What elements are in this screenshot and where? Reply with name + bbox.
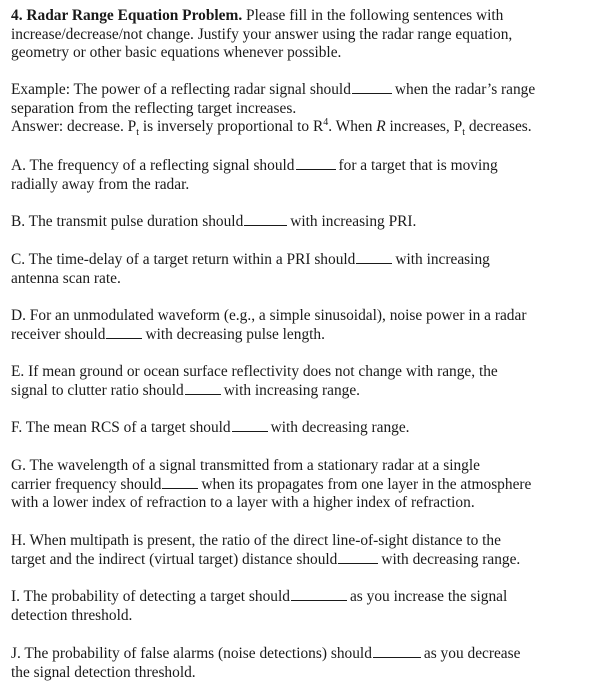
example-answer: Answer: decrease. $P_t$ is inversely proportional to $R^4$. When R increases, $P_t$ decreases. — [11, 116, 532, 139]
question-h-text: H. When multipath is present, the ratio of the direct line-of-sight distance to the — [11, 532, 501, 549]
question-j-text: J. The probability of false alarms (noise detections) should — [11, 645, 372, 662]
question-a: A. The frequency of a reflecting signal should for a target that is moving radially away from the radar. — [11, 157, 498, 193]
question-c-blank[interactable] — [356, 251, 392, 264]
question-a-text: A. The frequency of a reflecting signal should — [11, 157, 295, 174]
question-e-blank[interactable] — [185, 382, 221, 395]
question-d-blank[interactable] — [106, 326, 142, 339]
question-f-blank[interactable] — [232, 419, 268, 432]
example-text-a: Example: The power of a reflecting radar signal should — [11, 81, 351, 98]
question-i-text: I. The probability of detecting a target should — [11, 588, 290, 605]
question-b: B. The transmit pulse duration should with increasing PRI. — [11, 213, 417, 230]
question-b-blank[interactable] — [244, 213, 287, 226]
example-line-2: separation from the reflecting target increases. — [11, 99, 297, 117]
question-c-text: C. The time-delay of a target return within a PRI should — [11, 251, 356, 268]
question-g: G. The wavelength of a signal transmitted from a stationary radar at a single carrier frequency should when its propagates from one layer in the atmosphere with a lower index of refraction to a layer with a higher index of refraction. — [11, 457, 532, 511]
question-d-text: D. For an unmodulated waveform (e.g., a simple sinusoidal), noise power in a radar — [11, 307, 527, 324]
question-d: D. For an unmodulated waveform (e.g., a simple sinusoidal), noise power in a radar receiver should with decreasing pulse length. — [11, 307, 527, 343]
question-a-blank[interactable] — [296, 157, 336, 170]
question-i-blank[interactable] — [291, 588, 347, 601]
question-b-text: B. The transmit pulse duration should — [11, 213, 244, 230]
instructions-line-2: increase/decrease/not change. Justify your answer using the radar range equation, — [11, 25, 513, 43]
question-c: C. The time-delay of a target return within a PRI should with increasing antenna scan rate. — [11, 251, 490, 287]
question-f: F. The mean RCS of a target should with decreasing range. — [11, 419, 410, 436]
question-f-text: F. The mean RCS of a target should — [11, 419, 231, 436]
question-h: H. When multipath is present, the ratio of the direct line-of-sight distance to the target and the indirect (virtual target) distance should with decreasing range. — [11, 532, 521, 568]
problem-title: 4. Radar Range Equation Problem. — [11, 7, 243, 24]
instructions-line-1: Please fill in the following sentences with — [246, 7, 504, 24]
question-j-blank[interactable] — [373, 645, 421, 658]
question-j: J. The probability of false alarms (noise detections) should as you decrease the signal detection threshold. — [11, 645, 521, 681]
question-g-blank[interactable] — [162, 476, 198, 489]
question-g-text: G. The wavelength of a signal transmitted from a stationary radar at a single — [11, 457, 480, 474]
example-text-b: when the radar’s range — [394, 81, 536, 98]
instructions-line-3: geometry or other basic equations whenever possible. — [11, 44, 342, 61]
example-blank[interactable] — [352, 81, 392, 94]
example-block — [11, 81, 535, 137]
problem-header — [11, 7, 512, 63]
question-h-blank[interactable] — [338, 551, 378, 564]
question-e-text: E. If mean ground or ocean surface reflectivity does not change with range, the — [11, 363, 498, 380]
question-e: E. If mean ground or ocean surface reflectivity does not change with range, the signal to clutter ratio should with increasing range. — [11, 363, 498, 399]
question-i: I. The probability of detecting a target should as you increase the signal detection threshold. — [11, 588, 508, 624]
